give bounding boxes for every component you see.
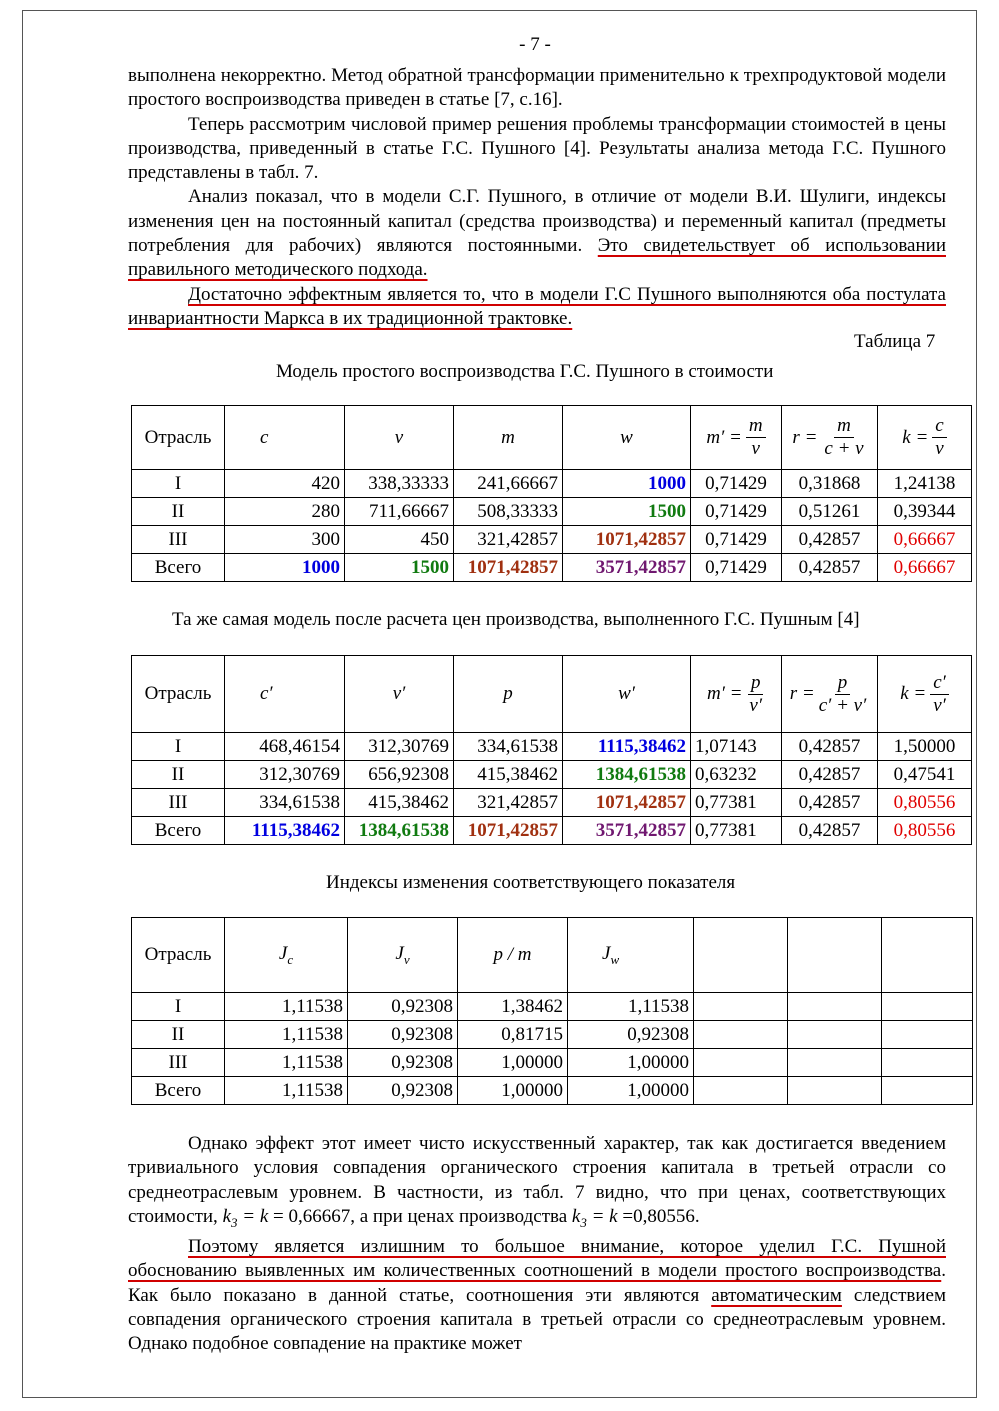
table2-caption: Та же самая модель после расчета цен производства, выполненного Г.С. Пушным [4] bbox=[172, 609, 860, 630]
paragraph-3-plain: Анализ показал, что в модели С.Г. Пушного, в отличие от модели В.И. Шулиги, индексы изменения цен на постоянный капитал (средства производства) и переменный капитал (предметы потребления для рабочих) являются постоянными. bbox=[128, 186, 946, 257]
header-jc: $J_c$ bbox=[225, 918, 348, 993]
table-row-total: Всего 1000 1500 1071,42857 3571,42857 0,71429 0,42857 0,66667 bbox=[132, 554, 972, 582]
table-label: Таблица 7 bbox=[854, 331, 936, 352]
table-row-total: Всего 1115,38462 1384,61538 1071,42857 3571,42857 0,77381 0,42857 0,80556 bbox=[132, 817, 972, 845]
paragraph-6-underlined: Поэтому является излишним то большое внимание, которое уделил Г.С. Пушной обоснованию выявленных им количественных соотношений в модели простого воспроизводства bbox=[128, 1235, 946, 1282]
header-branch: Отрасль bbox=[132, 406, 225, 470]
table-row: I 468,46154 312,30769 334,61538 1115,38462 1,07143 0,42857 1,50000 bbox=[132, 733, 972, 761]
header-p-over-m: p / m bbox=[458, 918, 568, 993]
table-row: III 334,61538 415,38462 321,42857 1071,42857 0,77381 0,42857 0,80556 bbox=[132, 789, 972, 817]
table-row: I 1,11538 0,92308 1,38462 1,11538 bbox=[132, 993, 973, 1021]
header-k: k = $\frac{c'}{v'}$ bbox=[878, 656, 972, 733]
header-m-prime: m′ = $\frac{m}{v}$ bbox=[691, 406, 782, 470]
paragraph-1: выполнена некорректно. Метод обратной трансформации применительно к трехпродуктовой модели простого воспроизводства приведен в статье [7, с.16]. bbox=[128, 65, 946, 111]
table-header-row bbox=[132, 656, 972, 733]
table-row: II 312,30769 656,92308 415,38462 1384,61538 0,63232 0,42857 0,47541 bbox=[132, 761, 972, 789]
header-r: r = $\frac{m}{c + v}$ bbox=[782, 406, 878, 470]
text-block-top bbox=[128, 64, 946, 331]
header-empty bbox=[882, 918, 973, 993]
table-row: III 1,11538 0,92308 1,00000 1,00000 bbox=[132, 1049, 973, 1077]
header-m: m bbox=[454, 406, 563, 470]
header-empty bbox=[788, 918, 882, 993]
paragraph-6: Поэтому является излишним то большое внимание, которое уделил Г.С. Пушной обоснованию выявленных им количественных соотношений в модели простого воспроизводства. Как было показано в данной статье, соотношения эти являются автоматическим следствием совпадения органического строения капитала в третьей отрасли со среднеотраслевым уровнем. Однако подобное совпадение на практике может bbox=[128, 1235, 947, 1355]
paragraph-3-underlined: Это свидетельствует об использовании правильного методического подхода. bbox=[128, 235, 946, 281]
header-jv: $J_v$ bbox=[348, 918, 458, 993]
header-branch: Отрасль bbox=[132, 656, 225, 733]
table-indices bbox=[131, 917, 973, 1105]
paragraph-6-underlined-2: автоматическим bbox=[711, 1284, 842, 1306]
header-m-prime: m′ = $\frac{p}{v'}$ bbox=[691, 656, 782, 733]
header-k: k = $\frac{c}{v}$ bbox=[878, 406, 972, 470]
paragraph-3 bbox=[128, 185, 946, 282]
header-c-prime: c′ bbox=[225, 656, 345, 733]
paragraph-2: Теперь рассмотрим числовой пример решения проблемы трансформации стоимостей в цены производства, приведенный в статье Г.С. Пушного [4]. Результаты анализа метода Г.С. Пушного представлены в табл. 7. bbox=[128, 113, 946, 184]
header-w: w bbox=[563, 406, 691, 470]
table3-caption: Индексы изменения соответствующего показателя bbox=[326, 872, 736, 893]
table-header-row bbox=[132, 918, 973, 993]
header-branch: Отрасль bbox=[132, 918, 225, 993]
paragraph-4 bbox=[128, 283, 946, 332]
header-w-prime: w′ bbox=[563, 656, 691, 733]
table1-caption: Модель простого воспроизводства Г.С. Пушного в стоимости bbox=[276, 361, 774, 382]
table-row: II 280 711,66667 508,33333 1500 0,71429 0,51261 0,39344 bbox=[132, 498, 972, 526]
header-jw: $J_w$ bbox=[568, 918, 694, 993]
paragraph-4-underlined: Достаточно эффектным является то, что в модели Г.С Пушного выполняются оба постулата инвариантности Маркса в их традиционной трактовке. bbox=[128, 283, 946, 329]
table-row-total: Всего 1,11538 0,92308 1,00000 1,00000 bbox=[132, 1077, 973, 1105]
header-c: c bbox=[225, 406, 345, 470]
table-row: III 300 450 321,42857 1071,42857 0,71429 0,42857 0,66667 bbox=[132, 526, 972, 554]
header-empty bbox=[694, 918, 788, 993]
table-header-row bbox=[132, 406, 972, 470]
table-values bbox=[131, 405, 972, 582]
table-row: I 420 338,33333 241,66667 1000 0,71429 0,31868 1,24138 bbox=[132, 470, 972, 498]
header-v: v bbox=[345, 406, 454, 470]
header-p: p bbox=[454, 656, 563, 733]
table-prices bbox=[131, 655, 972, 845]
text-block-bottom bbox=[128, 1132, 946, 1356]
page-number: - 7 - bbox=[519, 34, 551, 55]
header-r: r = $\frac{p}{c' + v'}$ bbox=[782, 656, 878, 733]
table-row: II 1,11538 0,92308 0,81715 0,92308 bbox=[132, 1021, 973, 1049]
header-v-prime: v′ bbox=[345, 656, 454, 733]
paragraph-5: Однако эффект этот имеет чисто искусственный характер, так как достигается введением тривиального условия совпадения органического строения капитала в третьей отрасли со среднеотраслевым уровнем. В частности, из табл. 7 видно, что при ценах, соответствующих стоимости, $k_3 = k = 0,66667$, а при ценах производства $k_3 = k =0,80556$. bbox=[128, 1133, 946, 1230]
